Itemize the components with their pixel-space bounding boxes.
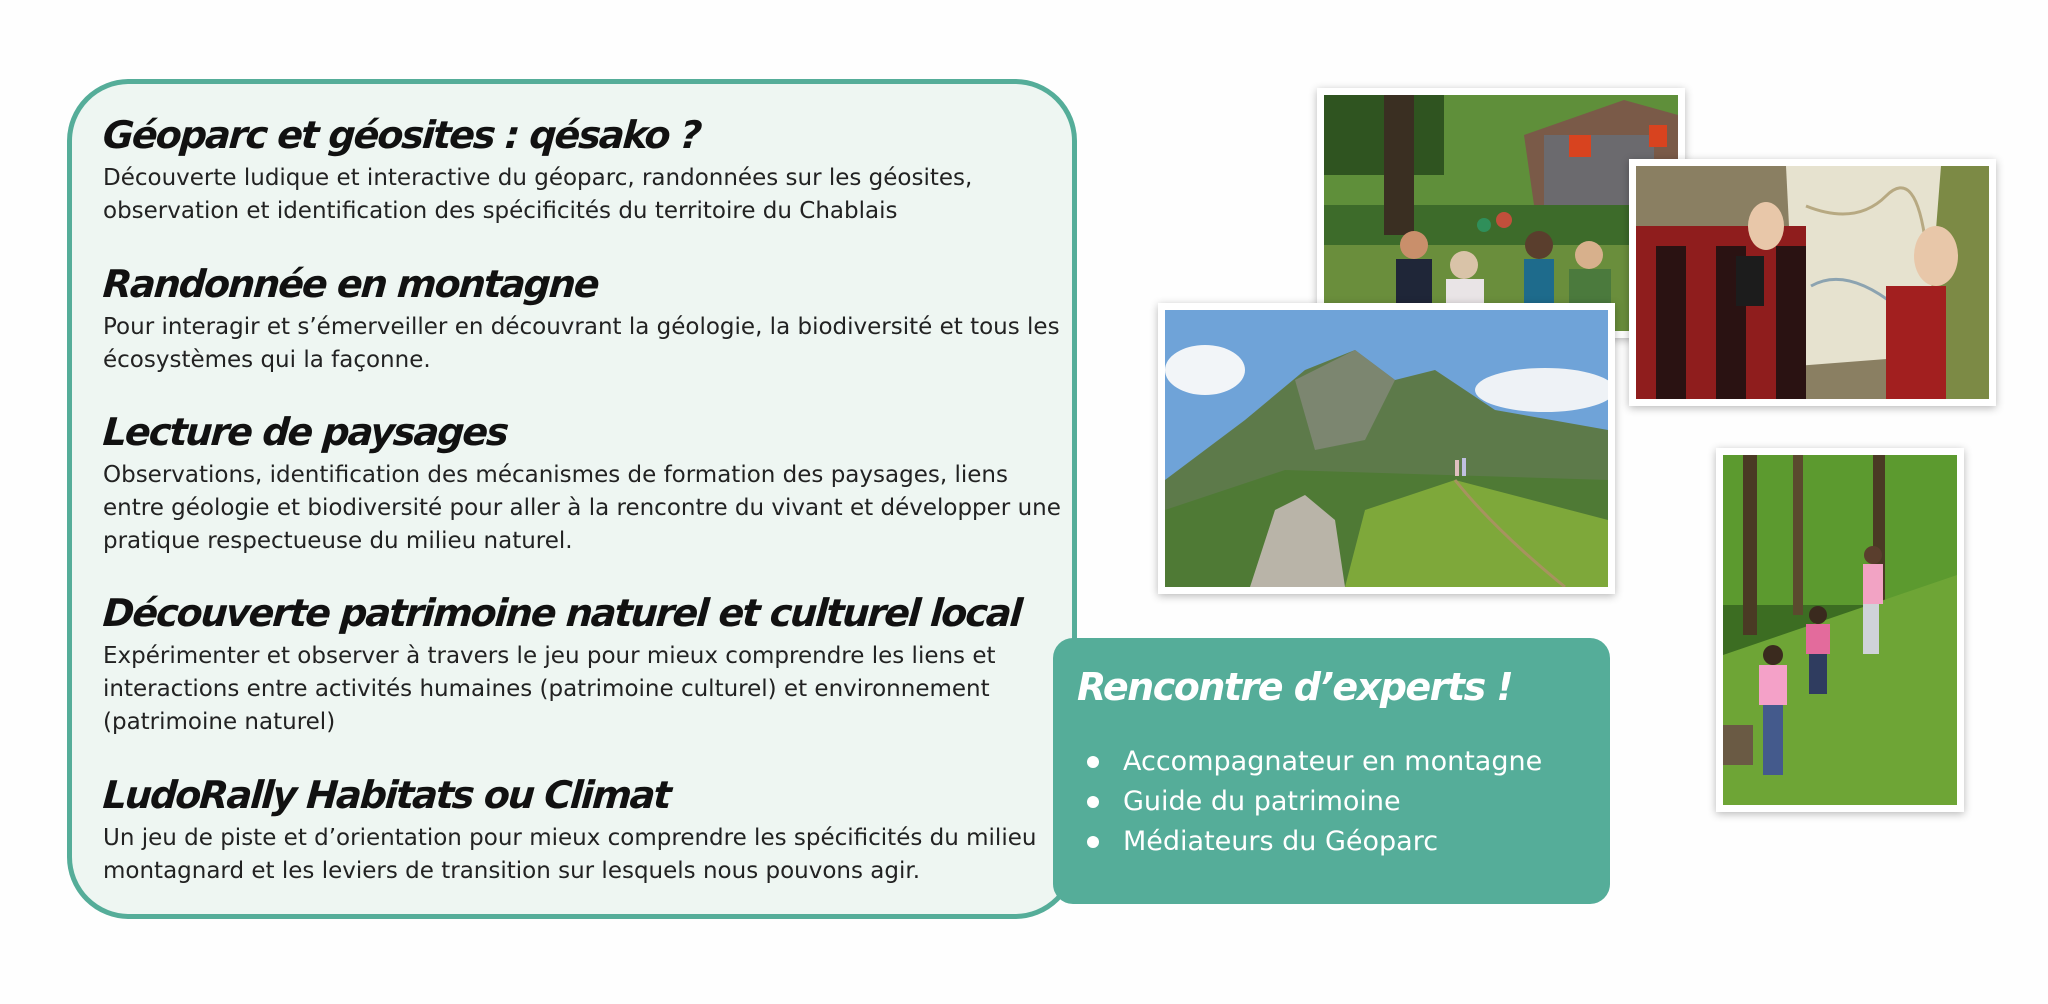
- photo-forest-climb: [1716, 448, 1964, 812]
- photo-mountain-ridge: [1158, 303, 1615, 594]
- section-title: LudoRally Habitats ou Climat: [101, 773, 672, 817]
- section-title: Géoparc et géosites : qésako ?: [101, 113, 702, 157]
- experts-title: Rencontre d’experts !: [1077, 665, 1513, 709]
- section-title: Découverte patrimoine naturel et culturel local: [101, 591, 1023, 635]
- photo-map-reading: [1629, 159, 1996, 406]
- list-item: [1077, 822, 1586, 862]
- list-item: [1077, 742, 1586, 782]
- section-text: Observations, identification des mécanismes de formation des paysages, liens entre géologie et biodiversité pour aller à la rencontre du vivant et développer une pratique respectueuse du milieu naturel.: [103, 462, 1061, 554]
- section-patrimoine: [103, 590, 1063, 739]
- bullet-icon: [1087, 836, 1099, 848]
- expert-label: Accompagnateur en montagne: [1123, 746, 1543, 777]
- experts-box: [1053, 638, 1610, 904]
- section-text: Un jeu de piste et d’orientation pour mieux comprendre les spécificités du milieu montagnard et les leviers de transition sur lesquels nous pouvons agir.: [103, 825, 1037, 884]
- bullet-icon: [1087, 756, 1099, 768]
- section-title: Lecture de paysages: [101, 410, 509, 454]
- section-title: Randonnée en montagne: [101, 262, 600, 306]
- section-text: Pour interagir et s’émerveiller en découvrant la géologie, la biodiversité et tous les écosystèmes qui la façonne.: [103, 314, 1060, 373]
- section-randonnee: [103, 261, 1063, 377]
- section-lecture-paysages: [103, 409, 1063, 558]
- expert-label: Guide du patrimoine: [1123, 786, 1401, 817]
- section-text: Expérimenter et observer à travers le jeu pour mieux comprendre les liens et interactions entre activités humaines (patrimoine culturel) et environnement (patrimoine naturel): [103, 643, 996, 735]
- bullet-icon: [1087, 796, 1099, 808]
- section-text: Découverte ludique et interactive du géoparc, randonnées sur les géosites, observation et identification des spécificités du territoire du Chablais: [103, 165, 973, 224]
- expert-label: Médiateurs du Géoparc: [1123, 826, 1439, 857]
- list-item: [1077, 782, 1586, 822]
- section-ludorally: [103, 772, 1063, 888]
- experts-list: [1077, 742, 1586, 862]
- section-geoparc: [103, 112, 1063, 228]
